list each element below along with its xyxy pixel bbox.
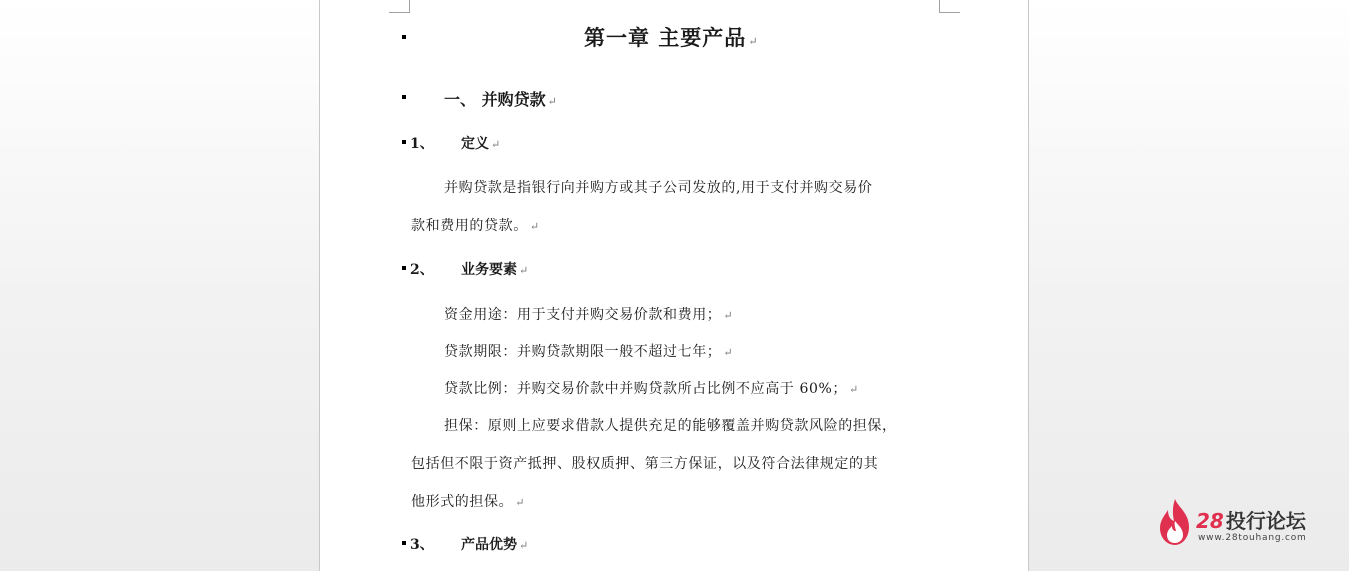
- numbered-heading[interactable]: [410, 133, 610, 153]
- paragraph-mark: ↵: [848, 383, 859, 396]
- heading-text: 定义: [461, 136, 489, 152]
- paragraph-mark: ↵: [748, 35, 759, 48]
- heading-number: 2、: [410, 262, 434, 278]
- body-text-line[interactable]: 贷款比例：并购交易价款中并购贷款所占比例不应高于 60%； ↵: [444, 381, 859, 397]
- numbered-heading[interactable]: [410, 534, 610, 554]
- paragraph-mark: ↵: [515, 496, 526, 509]
- paragraph-mark: ↵: [547, 95, 557, 108]
- watermark-logo: [1156, 497, 1336, 549]
- list-bullet-marker: [402, 35, 406, 39]
- heading-number: 3、: [410, 537, 434, 553]
- paragraph-mark: ↵: [723, 346, 734, 359]
- paragraph-mark: ↵: [491, 138, 501, 151]
- watermark-brand: 28 投行论坛: [1196, 509, 1306, 533]
- paragraph-mark: ↵: [529, 220, 540, 233]
- body-text-line[interactable]: 款和费用的贷款。 ↵: [411, 218, 540, 234]
- crop-mark-top-left: [389, 0, 410, 13]
- body-text-line[interactable]: 担保：原则上应要求借款人提供充足的能够覆盖并购贷款风险的担保，: [444, 418, 897, 434]
- heading-text: 业务要素: [461, 262, 517, 278]
- body-text-line[interactable]: 贷款期限：并购贷款期限一般不超过七年； ↵: [444, 344, 734, 360]
- flame-icon: [1156, 497, 1194, 547]
- body-text-line[interactable]: 他形式的担保。 ↵: [411, 494, 526, 510]
- watermark-url: www.28touhang.com: [1198, 533, 1307, 543]
- body-text-line[interactable]: 资金用途：用于支付并购交易价款和费用； ↵: [444, 307, 734, 323]
- body-text-line[interactable]: 并购贷款是指银行向并购方或其子公司发放的,用于支付并购交易价: [444, 180, 873, 196]
- paragraph-mark: ↵: [723, 309, 734, 322]
- list-bullet-marker: [402, 266, 406, 270]
- paragraph-mark: ↵: [519, 539, 529, 552]
- chapter-title[interactable]: 第一章 主要产品 ↵: [584, 25, 759, 50]
- numbered-heading[interactable]: [410, 259, 610, 279]
- section-heading[interactable]: 一、 并购贷款 ↵: [444, 90, 557, 109]
- list-bullet-marker: [402, 140, 406, 144]
- heading-text: 产品优势: [461, 537, 517, 553]
- body-text-line[interactable]: 包括但不限于资产抵押、股权质押、第三方保证，以及符合法律规定的其: [411, 456, 879, 472]
- paragraph-mark: ↵: [519, 264, 529, 277]
- list-bullet-marker: [402, 95, 406, 99]
- list-bullet-marker: [402, 541, 406, 545]
- document-page[interactable]: [319, 0, 1029, 571]
- crop-mark-top-right: [939, 0, 960, 13]
- heading-number: 1、: [410, 136, 434, 152]
